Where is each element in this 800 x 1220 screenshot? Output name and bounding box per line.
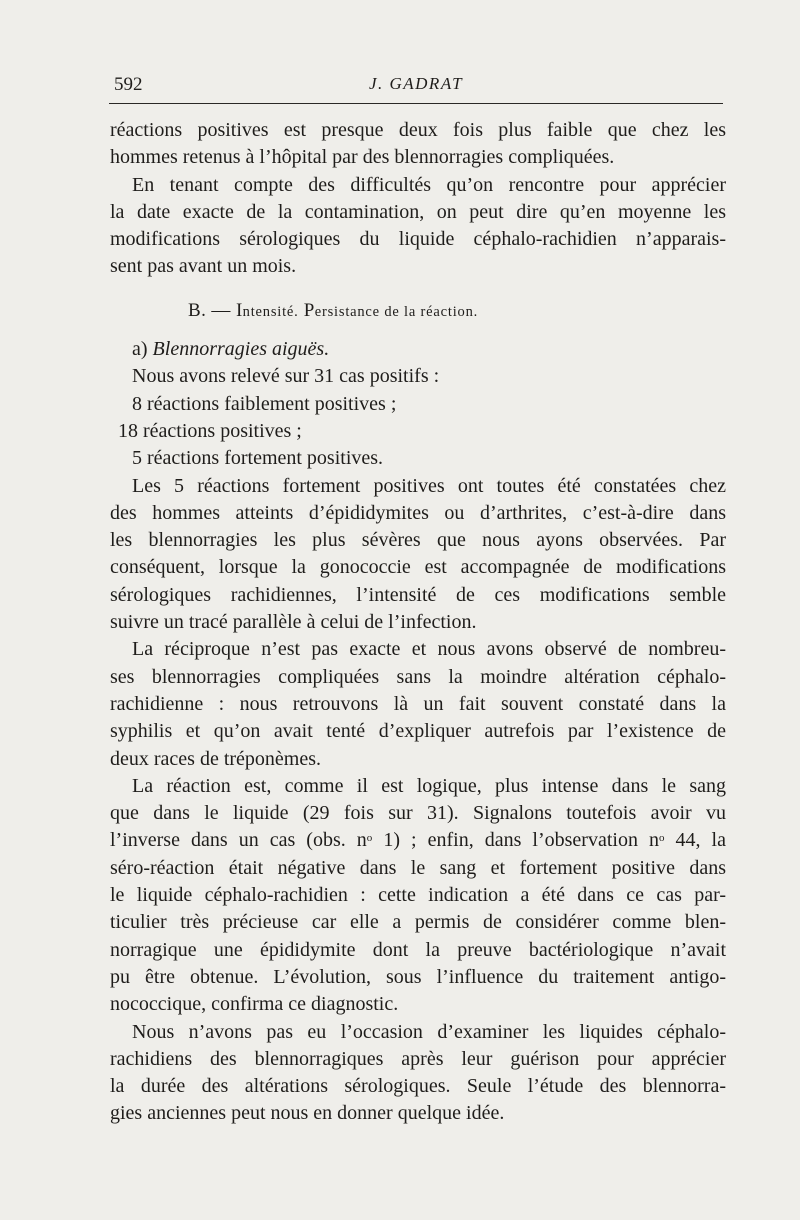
- text-line: La réaction est, comme il est logique, plus intense dans le sang: [132, 774, 726, 797]
- section-heading: [110, 297, 726, 324]
- subsection-prefix: a): [132, 338, 148, 361]
- section-letter: B. —: [188, 299, 231, 321]
- text-line: ses blennorragies compliquées sans la moindre altération céphalo-: [110, 665, 726, 688]
- text-line: rachidiens des blennorragiques après leur guérison pour apprécier: [110, 1047, 726, 1070]
- list-item: 5 réactions fortement positives.: [132, 447, 384, 470]
- subsection-title: Blennorragies aiguës.: [152, 338, 330, 361]
- text-line: hommes retenus à l’hôpital par des blennorragies compliquées.: [110, 146, 615, 169]
- section-word-1-rest: ntensité.: [242, 303, 299, 320]
- spacer: [110, 324, 726, 336]
- page-number: 592: [114, 74, 143, 95]
- text-line: syphilis et qu’on avait tenté d’expliquer autrefois par l’existence de: [110, 720, 726, 743]
- subsection-heading: [110, 336, 726, 363]
- text-line: modifications sérologiques du liquide céphalo-rachidien n’apparais-: [110, 228, 726, 251]
- text-line: gies anciennes peut nous en donner quelque idée.: [110, 1102, 505, 1125]
- list-item: 8 réactions faiblement positives ;: [132, 392, 397, 415]
- text-line: la durée des altérations sérologiques. Seule l’étude des blennorra-: [110, 1075, 726, 1098]
- body-text: [110, 117, 726, 1128]
- text-line: pu être obtenue. L’évolution, sous l’influence du traitement antigo-: [110, 965, 726, 988]
- section-word-2-initial: P: [303, 299, 315, 321]
- spacer: [110, 281, 726, 297]
- text-segment: l’inverse dans un cas (obs. n: [110, 829, 367, 852]
- text-line: sent pas avant un mois.: [110, 255, 297, 278]
- text-segment: 44, la: [664, 829, 726, 852]
- text-line: réactions positives est presque deux fois plus faible que chez les: [110, 119, 726, 141]
- text-line: deux races de tréponèmes.: [110, 747, 322, 770]
- text-segment: 1) ; enfin, dans l’observation n: [372, 829, 659, 852]
- text-line: des hommes atteints d’épididymites ou d’arthrites, c’est-à-dire dans: [110, 501, 726, 524]
- text-line: norragique une épididymite dont la preuve bactériologique n’avait: [110, 938, 726, 961]
- text-line: les blennorragies les plus sévères que nous ayons observées. Par: [110, 529, 726, 552]
- text-line: séro-réaction était négative dans le sang et fortement positive dans: [110, 856, 726, 879]
- text-line: suivre un tracé parallèle à celui de l’infection.: [110, 611, 477, 634]
- list-item: 18 réactions positives ;: [118, 419, 302, 442]
- text-line: En tenant compte des difficultés qu’on rencontre pour apprécier: [132, 173, 726, 196]
- text-line: Nous avons relevé sur 31 cas positifs :: [132, 365, 440, 388]
- section-word-1-initial: I: [235, 299, 243, 321]
- text-line: ticulier très précieuse car elle a permis de considérer comme blen-: [110, 911, 726, 934]
- running-head: J. GADRAT: [368, 74, 464, 93]
- text-line: sérologiques rachidiennes, l’intensité de ces modifications semble: [110, 583, 726, 606]
- superscript: o: [658, 832, 665, 845]
- text-line: conséquent, lorsque la gonococcie est accompagnée de modifications: [110, 556, 726, 579]
- text-line: rachidienne : nous retrouvons là un fait souvent constaté dans la: [110, 692, 726, 715]
- text-line: [110, 827, 726, 854]
- section-word-2-rest: ersistance de la réaction.: [314, 303, 479, 320]
- header-rule: [109, 103, 723, 104]
- text-line: La réciproque n’est pas exacte et nous avons observé de nombreu-: [132, 638, 726, 661]
- text-line: Nous n’avons pas eu l’occasion d’examiner les liquides céphalo-: [132, 1020, 726, 1043]
- text-line: nococcique, confirma ce diagnostic.: [110, 993, 399, 1016]
- text-line: la date exacte de la contamination, on peut dire qu’en moyenne les: [110, 200, 726, 223]
- text-line: Les 5 réactions fortement positives ont toutes été constatées chez: [132, 474, 726, 497]
- page-header: [108, 70, 724, 100]
- text-line: que dans le liquide (29 fois sur 31). Signalons toutefois avoir vu: [110, 802, 726, 825]
- text-line: le liquide céphalo-rachidien : cette indication a été dans ce cas par-: [110, 884, 726, 907]
- superscript: o: [366, 832, 373, 845]
